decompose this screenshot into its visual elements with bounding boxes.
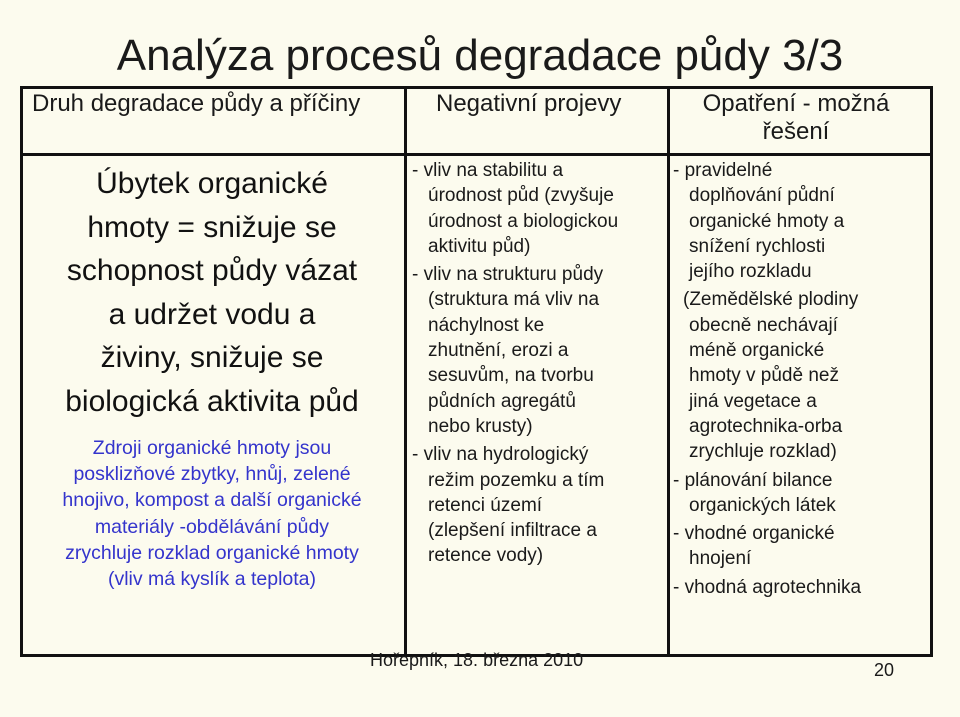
- cause-description: [24, 162, 400, 423]
- column-divider: [404, 86, 407, 657]
- effect-line: retenci území: [428, 494, 543, 516]
- note-line: Zdroji organické hmoty jsou: [92, 437, 332, 459]
- measure-line: jejího rozkladu: [689, 261, 812, 283]
- measure-line: - pravidelné: [673, 160, 773, 181]
- measure-item: [673, 158, 929, 284]
- measures-cell: [673, 158, 929, 603]
- measure-line: hnojení: [689, 548, 752, 570]
- effect-line: úrodnost půd (zvyšuje: [428, 185, 614, 207]
- measure-line: jiná vegetace a: [689, 390, 817, 412]
- effect-line: náchylnost ke: [428, 314, 545, 336]
- cause-note: [24, 435, 400, 592]
- cause-cell: [24, 162, 400, 592]
- measure-line: hmoty v půdě než: [689, 365, 839, 387]
- measure-line: (Zemědělské plodiny: [683, 289, 859, 311]
- measure-line: - vhodné organické: [673, 523, 835, 545]
- effect-line: - vliv na strukturu půdy: [412, 264, 604, 286]
- measure-item: [673, 468, 929, 519]
- measure-line: - vhodná agrotechnika: [673, 576, 862, 598]
- note-line: materiály -obdělávání půdy: [94, 515, 330, 538]
- measure-item: [673, 287, 929, 464]
- measure-line: organických látek: [689, 494, 836, 516]
- measure-line: doplňování půdní: [689, 185, 835, 207]
- header-divider: [20, 153, 933, 156]
- measure-line: agrotechnika-orba: [689, 415, 843, 437]
- measure-item: [673, 521, 929, 572]
- effect-line: - vliv na stabilitu a: [412, 160, 564, 181]
- effect-item: [412, 262, 664, 439]
- measure-line: snížení rychlosti: [689, 235, 826, 257]
- effect-line: úrodnost a biologickou: [428, 210, 619, 232]
- measure-line: obecně nechávají: [689, 314, 838, 336]
- cause-line: biologická aktivita půd: [65, 384, 359, 418]
- header-measures: Opatření - možná řešení: [702, 90, 890, 145]
- measure-line: zrychluje rozklad): [689, 441, 837, 463]
- effect-line: (zlepšení infiltrace a: [428, 520, 597, 542]
- page-number: 20: [874, 660, 895, 680]
- effect-item: [412, 158, 664, 259]
- effect-line: (struktura má vliv na: [428, 289, 600, 311]
- effect-line: půdních agregátů: [428, 390, 576, 412]
- cause-line: schopnost půdy vázat: [66, 254, 358, 287]
- measure-item: [673, 575, 929, 600]
- cause-line: hmoty = snižuje se: [87, 210, 337, 244]
- cause-line: a udržet vodu a: [108, 297, 316, 331]
- note-line: zrychluje rozklad organické hmoty: [65, 541, 359, 564]
- cause-line: živiny, snižuje se: [100, 341, 324, 374]
- effect-item: [412, 442, 664, 568]
- effect-line: nebo krusty): [428, 415, 533, 437]
- effect-line: sesuvům, na tvorbu: [428, 365, 594, 387]
- effect-line: - vliv na hydrologický: [412, 444, 589, 466]
- effect-line: režim pozemku a tím: [428, 469, 605, 491]
- column-divider: [667, 86, 670, 657]
- measure-line: - plánování bilance: [673, 469, 833, 491]
- slide-title: Analýza procesů degradace půdy 3/3: [116, 31, 844, 80]
- header-effects: Negativní projevy: [436, 90, 622, 117]
- header-cause: Druh degradace půdy a příčiny: [32, 90, 361, 117]
- note-line: posklizňové zbytky, hnůj, zelené: [73, 463, 351, 486]
- cause-line: Úbytek organické: [96, 167, 328, 200]
- effects-cell: [412, 158, 664, 572]
- note-line: (vliv má kyslík a teplota): [107, 568, 317, 591]
- effect-line: aktivitu půd): [428, 235, 531, 257]
- effect-line: retence vody): [428, 545, 544, 567]
- measure-line: organické hmoty a: [689, 210, 845, 232]
- measure-line: méně organické: [689, 340, 825, 362]
- effect-line: zhutnění, erozi a: [428, 340, 569, 362]
- footer-text: Hořepník, 18. března 2010: [370, 650, 584, 670]
- note-line: hnojivo, kompost a další organické: [62, 489, 362, 512]
